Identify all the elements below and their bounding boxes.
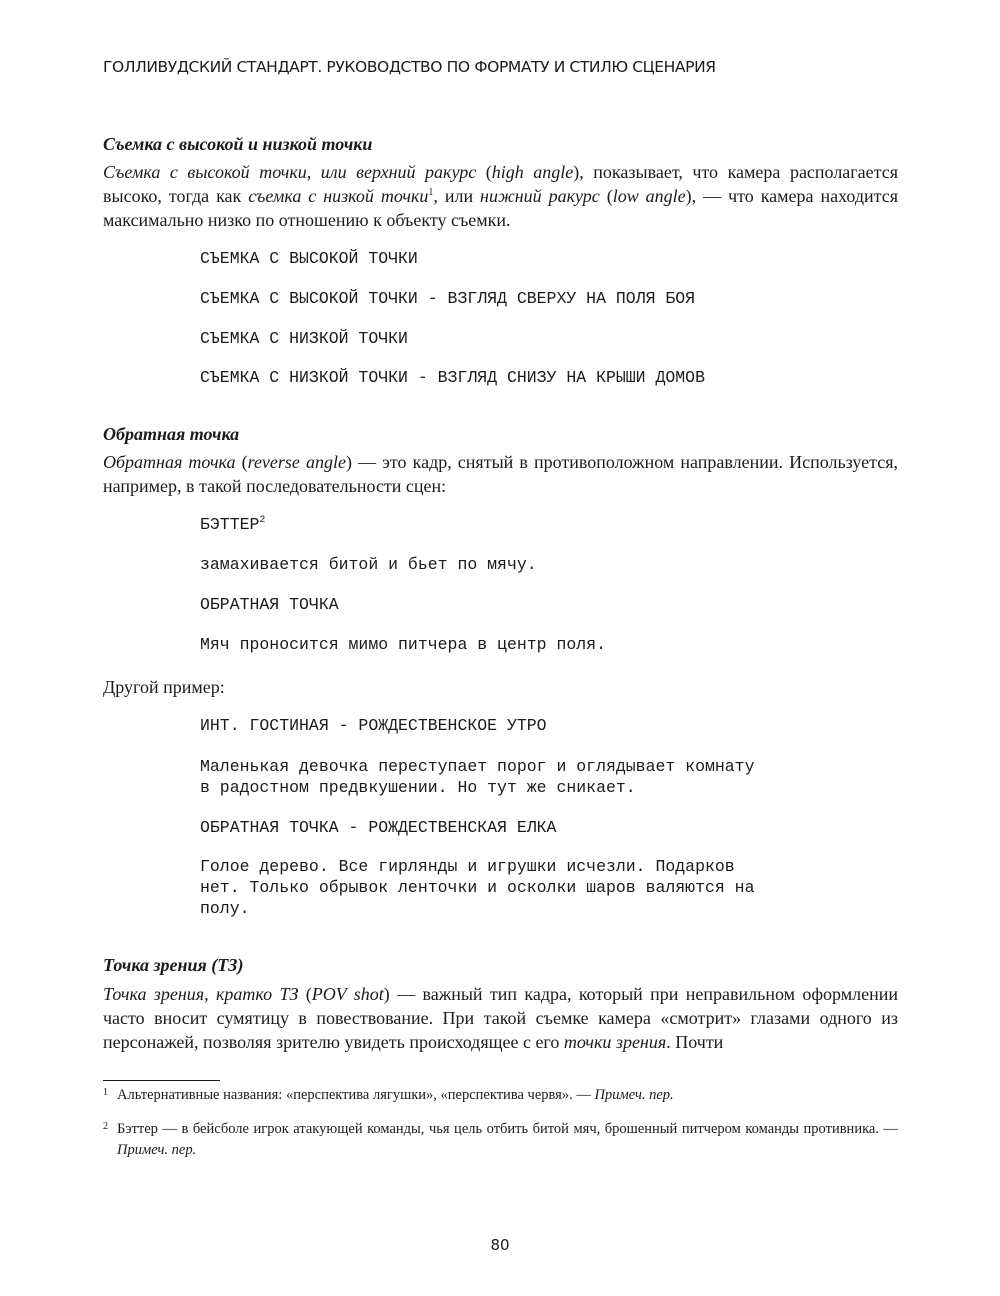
text: — это кадр, снятый в противоположном направлении. Используется, например, в такой последовательности сцен: — [103, 452, 898, 496]
script-action: замахивается битой и бьет по мячу. — [200, 555, 537, 574]
footnote-number: 2 — [103, 1121, 108, 1132]
section-heading-pov: Точка зрения (ТЗ) — [103, 955, 244, 975]
english-term: low angle — [612, 186, 686, 206]
script-example-line: СЪЕМКА С НИЗКОЙ ТОЧКИ — [200, 329, 408, 348]
text: , показывает, что камера располагается высоко, тогда как — [103, 162, 899, 206]
paragraph-high-low-angle: Съемка с высокой точки, или верхний ракурс (high angle), показывает, что камера располагается высоко, тогда как съемка с низкой точки$^1$, или нижний ракурс (low angle), — что камера находится максимально низко по отношению к объекту съемки. — [103, 162, 899, 230]
paragraph-pov: Точка зрения, кратко ТЗ (POV shot) — важный тип кадра, который при неправильном оформлении часто вносит сумятицу в повествование. При такой съемке камера «смотрит» глазами одного из персонажей, позволяя зрителю увидеть происходящее с его точки зрения. Почти — [103, 984, 899, 1052]
text: — важный тип кадра, который при неправильном оформлении часто вносит сумятицу в повествование. При такой съемке камера «смотрит» глазами одного из персонажей, позволяя зрителю увидеть происходящее с его — [103, 984, 899, 1052]
script-action: Мяч проносится мимо питчера в центр поля. — [200, 635, 606, 654]
page-number: 80 — [490, 1236, 510, 1254]
text: , или — [433, 186, 481, 206]
script-shot: ОБРАТНАЯ ТОЧКА - РОЖДЕСТВЕНСКАЯ ЕЛКА — [200, 818, 557, 837]
footnote-text: Альтернативные названия: «перспектива лягушки», «перспектива червя». — Примеч. пер. — [117, 1087, 674, 1103]
script-shot: ОБРАТНАЯ ТОЧКА — [200, 595, 339, 614]
term: съемка с низкой точки — [248, 186, 429, 206]
script-action-line: в радостном предвкушении. Но тут же сникает. — [200, 778, 636, 797]
footnote-number: 1 — [103, 1087, 108, 1098]
term: Точка зрения, кратко ТЗ — [103, 984, 299, 1004]
section-heading-high-low-angle: Съемка с высокой и низкой точки — [103, 134, 373, 154]
section-heading-reverse-angle: Обратная точка — [103, 424, 240, 444]
footnote-2 — [103, 1119, 898, 1161]
english-term: high angle — [491, 162, 574, 182]
term: Обратная точка — [103, 452, 236, 472]
footnote-divider — [103, 1080, 220, 1081]
text: . Почти — [666, 1032, 724, 1052]
footnote-1 — [103, 1085, 898, 1106]
script-slugline: ИНТ. ГОСТИНАЯ - РОЖДЕСТВЕНСКОЕ УТРО — [200, 716, 547, 735]
script-example-line: СЪЕМКА С НИЗКОЙ ТОЧКИ - ВЗГЛЯД СНИЗУ НА КРЫШИ ДОМОВ — [200, 368, 705, 387]
paragraph-reverse-angle: Обратная точка (reverse angle) — это кадр, снятый в противоположном направлении. Используется, например, в такой последовательности сцен: — [103, 452, 898, 496]
script-action-line: Голое дерево. Все гирлянды и игрушки исчезли. Подарков — [200, 857, 735, 876]
script-action-line: Маленькая девочка переступает порог и оглядывает комнату — [200, 757, 755, 776]
english-term: POV shot — [311, 984, 384, 1004]
footnote-ref: 2 — [259, 515, 266, 526]
script-action-line: нет. Только обрывок ленточки и осколки шаров валяются на — [200, 878, 755, 897]
running-head: ГОЛЛИВУДСКИЙ СТАНДАРТ. РУКОВОДСТВО ПО ФОРМАТУ И СТИЛЮ СЦЕНАРИЯ — [103, 58, 716, 76]
script-example-line: СЪЕМКА С ВЫСОКОЙ ТОЧКИ — [200, 249, 418, 268]
footnote-ref: 1 — [428, 187, 434, 198]
script-example-line: СЪЕМКА С ВЫСОКОЙ ТОЧКИ - ВЗГЛЯД СВЕРХУ НА ПОЛЯ БОЯ — [200, 289, 696, 308]
script-character: БЭТТЕР$^2$ — [200, 515, 266, 534]
english-term: reverse angle — [247, 452, 346, 472]
term: Съемка с высокой точки, или верхний ракурс — [103, 162, 477, 182]
text: , — что камера находится максимально низко по отношению к объекту съемки. — [103, 186, 899, 230]
term: точки зрения — [563, 1032, 667, 1052]
footnote-text: Бэттер — в бейсболе игрок атакующей команды, чья цель отбить битой мяч, брошенный питчером команды противника. — Примеч. пер. — [117, 1121, 898, 1158]
other-example-label: Другой пример: — [103, 677, 225, 697]
script-action-line: полу. — [200, 899, 250, 918]
term: нижний ракурс — [480, 186, 600, 206]
